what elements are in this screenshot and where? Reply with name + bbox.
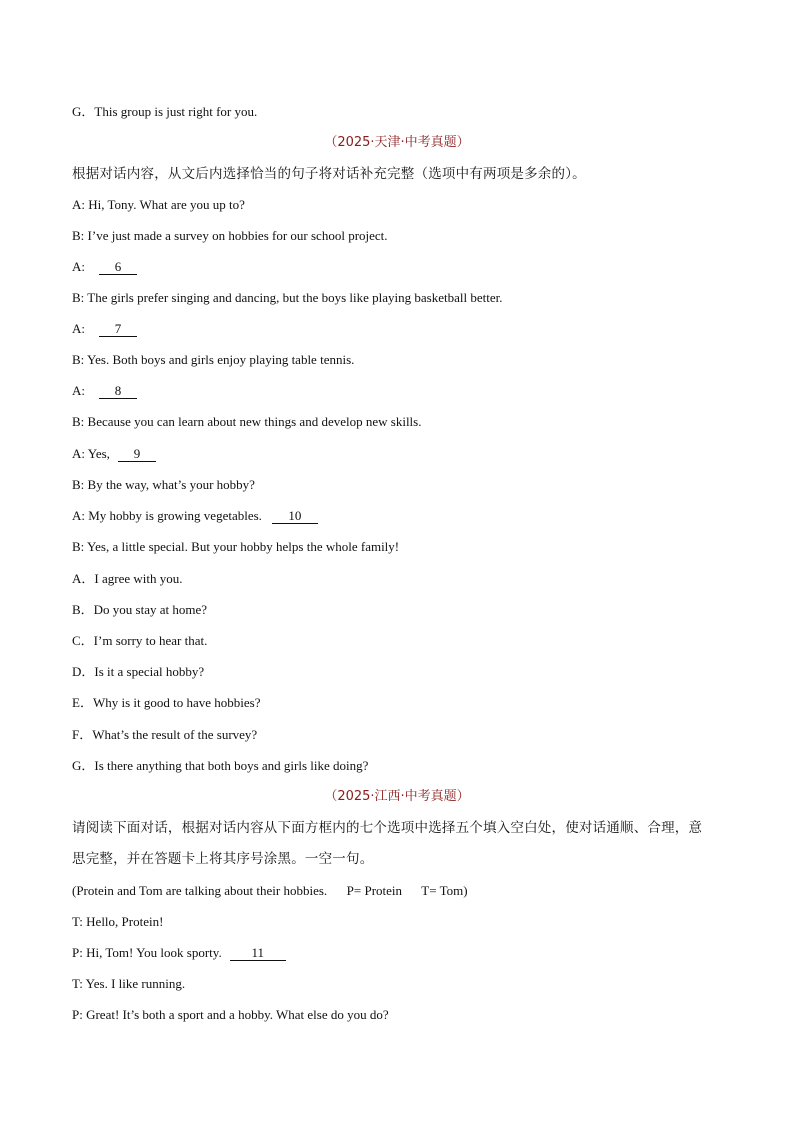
option-g: G．Is there anything that both boys and girls like doing?: [72, 758, 369, 773]
answer-blank-7[interactable]: 7: [99, 321, 137, 337]
section2-source: （2025·江西·中考真题）: [324, 789, 470, 804]
dialogue-line: A: 6: [72, 258, 734, 276]
answer-blank-11[interactable]: 11: [230, 945, 286, 961]
dialogue-line: A: Hi, Tony. What are you up to?: [72, 197, 245, 212]
dialogue-line: P: Hi, Tom! You look sporty. 11: [72, 944, 734, 962]
dialogue-line: B: The girls prefer singing and dancing, but the boys like playing basketball better.: [72, 290, 503, 305]
section2-instruction-line1: 请阅读下面对话，根据对话内容从下面方框内的七个选项中选择五个填入空白处，使对话通顺、合理，意: [72, 820, 703, 836]
dialogue-line: (Protein and Tom are talking about their hobbies. P= Protein T= Tom): [72, 883, 468, 898]
dialogue-line: A: My hobby is growing vegetables. 10: [72, 507, 734, 525]
dialogue-line: B: Yes. Both boys and girls enjoy playing table tennis.: [72, 352, 355, 367]
dialogue-line: T: Yes. I like running.: [72, 976, 186, 991]
answer-blank-9[interactable]: 9: [118, 446, 156, 462]
option-d: D．Is it a special hobby?: [72, 664, 205, 679]
section1-source: （2025·天津·中考真题）: [324, 135, 470, 150]
option-b: B．Do you stay at home?: [72, 602, 208, 617]
prev-option-g: G．This group is just right for you.: [72, 104, 258, 119]
dialogue-line: A: 7: [72, 320, 734, 338]
option-a: A．I agree with you.: [72, 571, 183, 586]
dialogue-line: B: By the way, what’s your hobby?: [72, 477, 255, 492]
answer-blank-8[interactable]: 8: [99, 383, 137, 399]
answer-blank-6[interactable]: 6: [99, 259, 137, 275]
section1-instruction: 根据对话内容，从文后内选择恰当的句子将对话补充完整（选项中有两项是多余的）。: [72, 166, 586, 182]
section2-instruction-line2: 思完整，并在答题卡上将其序号涂黑。一空一句。: [72, 851, 374, 867]
option-e: E．Why is it good to have hobbies?: [72, 695, 261, 710]
dialogue-line: P: Great! It’s both a sport and a hobby. What else do you do?: [72, 1007, 389, 1022]
dialogue-line: B: I’ve just made a survey on hobbies for our school project.: [72, 228, 388, 243]
dialogue-line: A: 8: [72, 382, 734, 400]
dialogue-line: B: Because you can learn about new things and develop new skills.: [72, 414, 422, 429]
option-f: F．What’s the result of the survey?: [72, 727, 258, 742]
dialogue-line: A: Yes, 9: [72, 445, 734, 463]
option-c: C．I’m sorry to hear that.: [72, 633, 208, 648]
answer-blank-10[interactable]: 10: [272, 508, 318, 524]
dialogue-line: B: Yes, a little special. But your hobby helps the whole family!: [72, 539, 400, 554]
dialogue-line: T: Hello, Protein!: [72, 914, 164, 929]
